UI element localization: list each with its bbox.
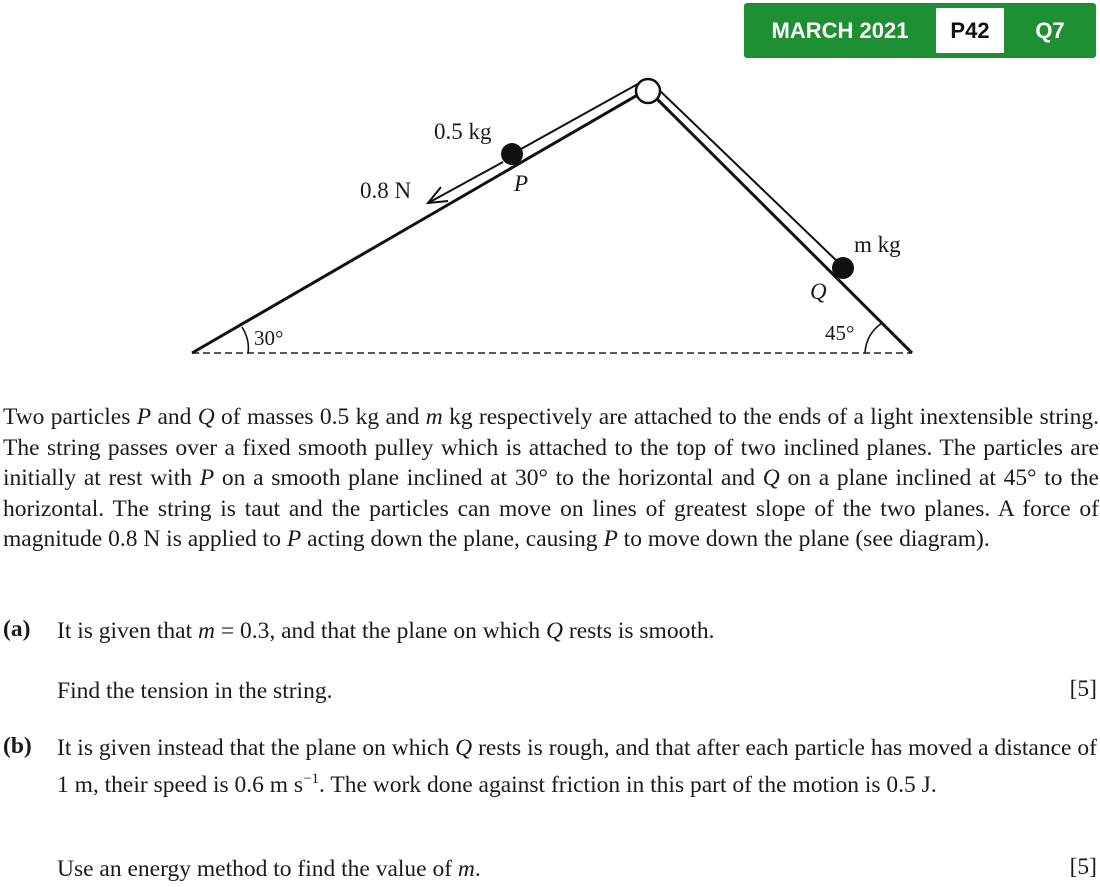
question-badge	[744, 3, 1096, 58]
paper-label: P42	[936, 8, 1004, 53]
angle-arc-right	[865, 323, 882, 353]
question-number: Q7	[1035, 18, 1065, 43]
particle-p-label: P	[514, 171, 529, 196]
string-right	[656, 87, 840, 264]
question-intro: Two particles P and Q of masses 0.5 kg and m kg respectively are attached to the ends of a light inextensible string. The string passes over a fixed smooth pulley which is attached to the top of two inclined planes. The particles are initially at rest with P on a smooth plane inclined at 30° to the horizontal and Q on a plane inclined at 45° to the horizontal. The string is taut and the particles can move on lines of greatest slope of the two planes. A force of magnitude 0.8 N is applied to P acting down the plane, causing P to move down the plane (see diagram).	[3, 404, 1099, 552]
part-a-label: (a)	[3, 616, 31, 642]
left-incline	[192, 93, 641, 353]
part-b-statement: It is given instead that the plane on which Q rests is rough, and that after each particle has moved a distance of 1 m, their speed is 0.6 m $s^{-1}$. The work done against friction in this part of the motion is 0.5 J.	[57, 735, 1097, 798]
inclined-planes-diagram	[0, 60, 1100, 360]
part-b-marks: [5]	[1069, 854, 1097, 880]
particle-q-label: Q	[810, 279, 827, 304]
session-label: MARCH 2021	[771, 18, 909, 43]
part-a-task: Find the tension in the string.	[57, 678, 333, 704]
right-incline	[650, 92, 912, 353]
force-label: 0.8 N	[360, 178, 412, 203]
angle-right-label: 45°	[825, 321, 855, 345]
force-arrowhead	[428, 187, 448, 203]
part-b-label: (b)	[3, 733, 32, 759]
part-b-task: Use an energy method to find the value of m.	[57, 856, 481, 882]
string-left	[512, 80, 645, 154]
angle-left-label: 30°	[254, 326, 284, 350]
mass-p-label: 0.5 kg	[434, 119, 492, 144]
pulley	[636, 79, 660, 103]
angle-arc-left	[242, 327, 248, 353]
part-a-statement: It is given that m = 0.3, and that the plane on which Q rests is smooth.	[57, 618, 715, 644]
part-a-marks: [5]	[1069, 676, 1097, 702]
force-arrow	[428, 162, 503, 203]
mass-q-label: m kg	[854, 232, 901, 257]
particle-q	[832, 257, 854, 279]
particle-p	[501, 143, 523, 165]
